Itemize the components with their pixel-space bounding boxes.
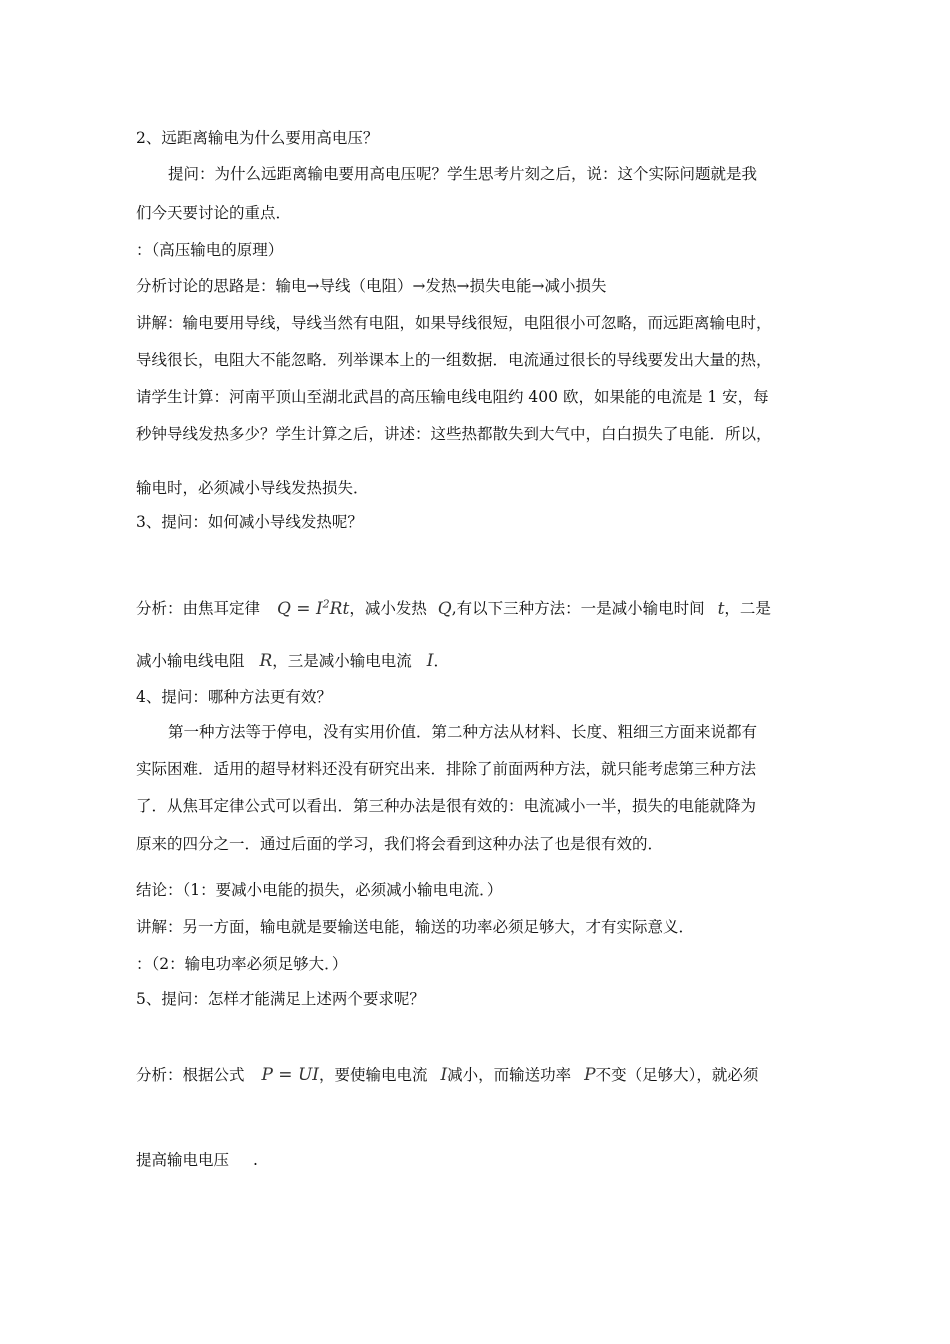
paragraph-line: 输电时，必须减小导线发热损失． [136, 479, 369, 497]
paragraph-line: 提问：为什么远距离输电要用高电压呢？学生思考片刻之后，说：这个实际问题就是我 [168, 165, 758, 183]
paragraph-line: 请学生计算：河南平顶山至湖北武昌的高压输电线电阻约 400 欧，如果能的电流是 1 安，每 [136, 388, 769, 406]
var-q: Q [437, 598, 452, 619]
paragraph-line: 秒钟导线发热多少？学生计算之后，讲述：这些热都散失到大气中，白白损失了电能．所以， [136, 425, 772, 443]
var-i: I [426, 651, 434, 671]
topic-line: ：（高压输电的原理） [136, 241, 284, 259]
paragraph-line: 实际困难．适用的超导材料还没有研究出来．排除了前面两种方法，就只能考虑第三种方法 [136, 760, 757, 778]
section-4-heading: 4、提问：哪种方法更有效？ [136, 688, 332, 706]
formula-line: 分析：根据公式 P = UI，要使输电电流 I减小，而输送功率 P不变（足够大），就必须 [136, 1065, 759, 1085]
section-3-heading: 3、提问：如何减小导线发热呢？ [136, 513, 363, 531]
var-r: R [259, 651, 273, 671]
var-t: t [717, 598, 725, 619]
section-5-heading: 5、提问：怎样才能满足上述两个要求呢？ [136, 990, 425, 1008]
conclusion-line: 结论：（1：要减小电能的损失，必须减小输电电流．） [136, 881, 503, 899]
var-p: P [584, 1065, 596, 1085]
var-i: I [440, 1065, 448, 1085]
formula-line: 减小输电线电阻 R，三是减小输电电流 I． [136, 651, 449, 671]
paragraph-line: 了．从焦耳定律公式可以看出．第三种办法是很有效的：电流减小一半，损失的电能就降为 [136, 797, 757, 815]
power-formula: P = UI [261, 1065, 319, 1085]
joule-law-formula: $Q = I^2Rt$ [276, 597, 350, 619]
paragraph-line: 们今天要讨论的重点． [136, 204, 292, 222]
paragraph-line: 讲解：输电要用导线，导线当然有电阻，如果导线很短，电阻很小可忽略，而远距离输电时， [136, 314, 772, 332]
paragraph-line: 讲解：另一方面，输电就是要输送电能，输送的功率必须足够大，才有实际意义． [136, 918, 695, 936]
paragraph-line: 导线很长，电阻大不能忽略．列举课本上的一组数据．电流通过很长的导线要发出大量的热， [136, 351, 772, 369]
analysis-line: 分析讨论的思路是：输电→导线（电阻）→发热→损失电能→减小损失 [136, 277, 607, 295]
paragraph-line: 第一种方法等于停电，没有实用价值．第二种方法从材料、长度、粗细三方面来说都有 [168, 723, 758, 741]
note-line: ：（2：输电功率必须足够大．） [136, 955, 348, 973]
paragraph-line: 原来的四分之一．通过后面的学习，我们将会看到这种办法了也是很有效的． [136, 835, 664, 853]
section-2-heading: 2、远距离输电为什么要用高电压？ [136, 129, 379, 147]
formula-line: 分析：由焦耳定律 $Q = I^2Rt$，减小发热 Q,有以下三种方法：一是减小输电时间 t，二是 [136, 597, 771, 619]
final-line: 提高输电电压 . [136, 1151, 258, 1169]
